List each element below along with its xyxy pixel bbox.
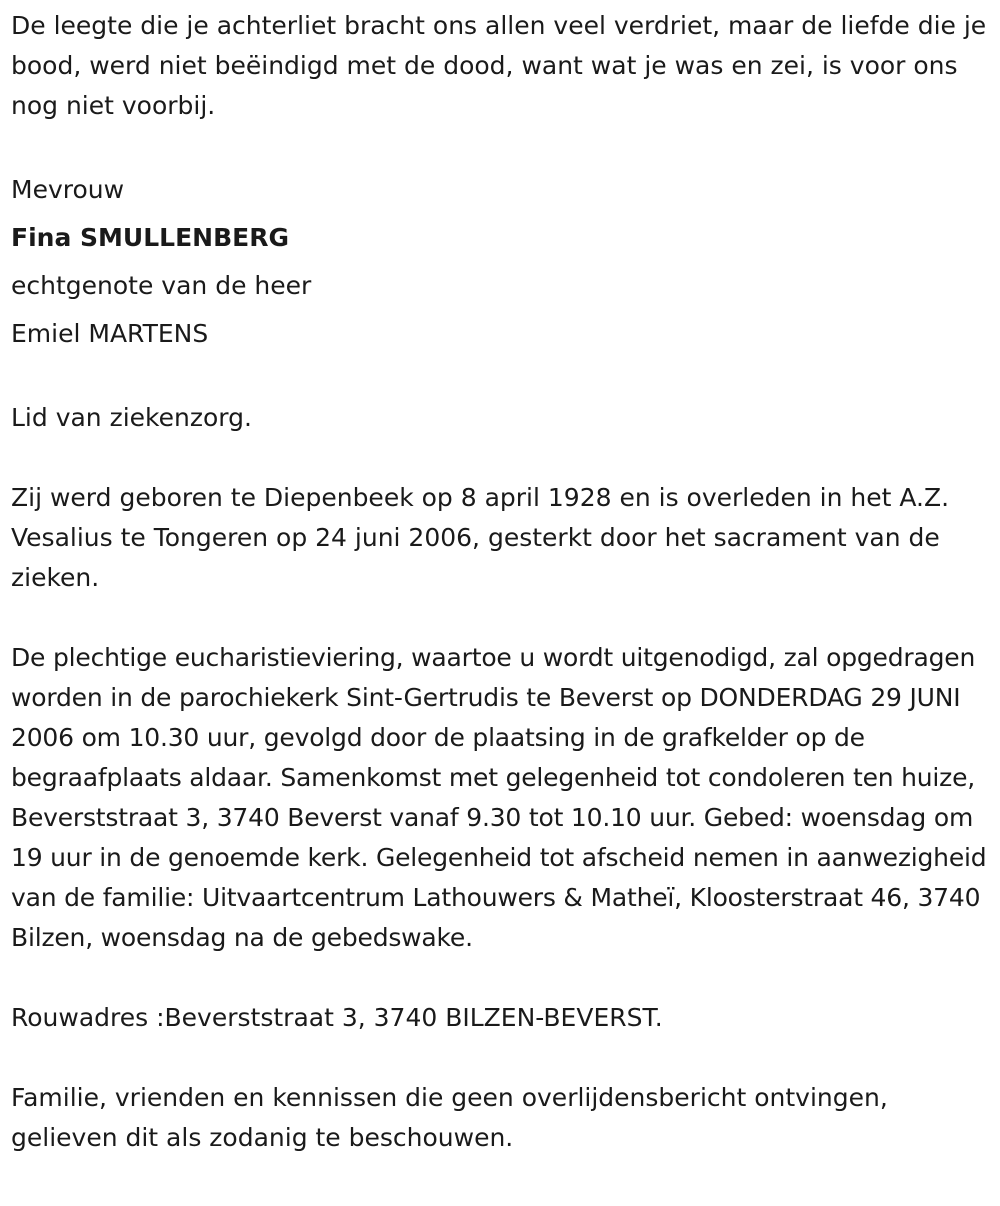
intro-paragraph: De leegte die je achterliet bracht ons allen veel verdriet, maar de liefde die je bood, werd niet beëindigd met de dood, want wat je was en zei, is voor ons nog niet voorbij. [11,11,987,120]
deceased-spouse: Emiel MARTENS [11,319,209,348]
address-paragraph: Rouwadres :Beverststraat 3, 3740 BILZEN-BEVERST. [11,1003,663,1032]
ceremony-paragraph: De plechtige eucharistieviering, waartoe u wordt uitgenodigd, zal opgedragen worden in de parochiekerk Sint-Gertrudis te Beverst op DONDERDAG 29 JUNI 2006 om 10.30 uur, gevolgd door de plaatsing in de grafkelder op de begraafplaats aldaar. Samenkomst met gelegenheid tot condoleren ten huize, Beverststraat 3, 3740 Beverst vanaf 9.30 tot 10.10 uur. Gebed: woensdag om 19 uur in de genoemde kerk. Gelegenheid tot afscheid nemen in aanwezigheid van de familie: Uitvaartcentrum Lathouwers & Matheï, Kloosterstraat 46, 3740 Bilzen, woensdag na de gebedswake. [11,643,987,952]
closing-paragraph: Familie, vrienden en kennissen die geen overlijdensbericht ontvingen, gelieven dit als zodanig te beschouwen. [11,1083,888,1152]
membership-paragraph: Lid van ziekenzorg. [11,403,252,432]
obituary-document [11,6,991,1158]
birth-death-paragraph: Zij werd geboren te Diepenbeek op 8 april 1928 en is overleden in het A.Z. Vesalius te Tongeren op 24 juni 2006, gesterkt door het sacrament van de zieken. [11,483,950,592]
deceased-title: Mevrouw [11,175,125,204]
deceased-relation: echtgenote van de heer [11,271,312,300]
deceased-block [11,166,991,358]
deceased-name: Fina SMULLENBERG [11,223,289,252]
